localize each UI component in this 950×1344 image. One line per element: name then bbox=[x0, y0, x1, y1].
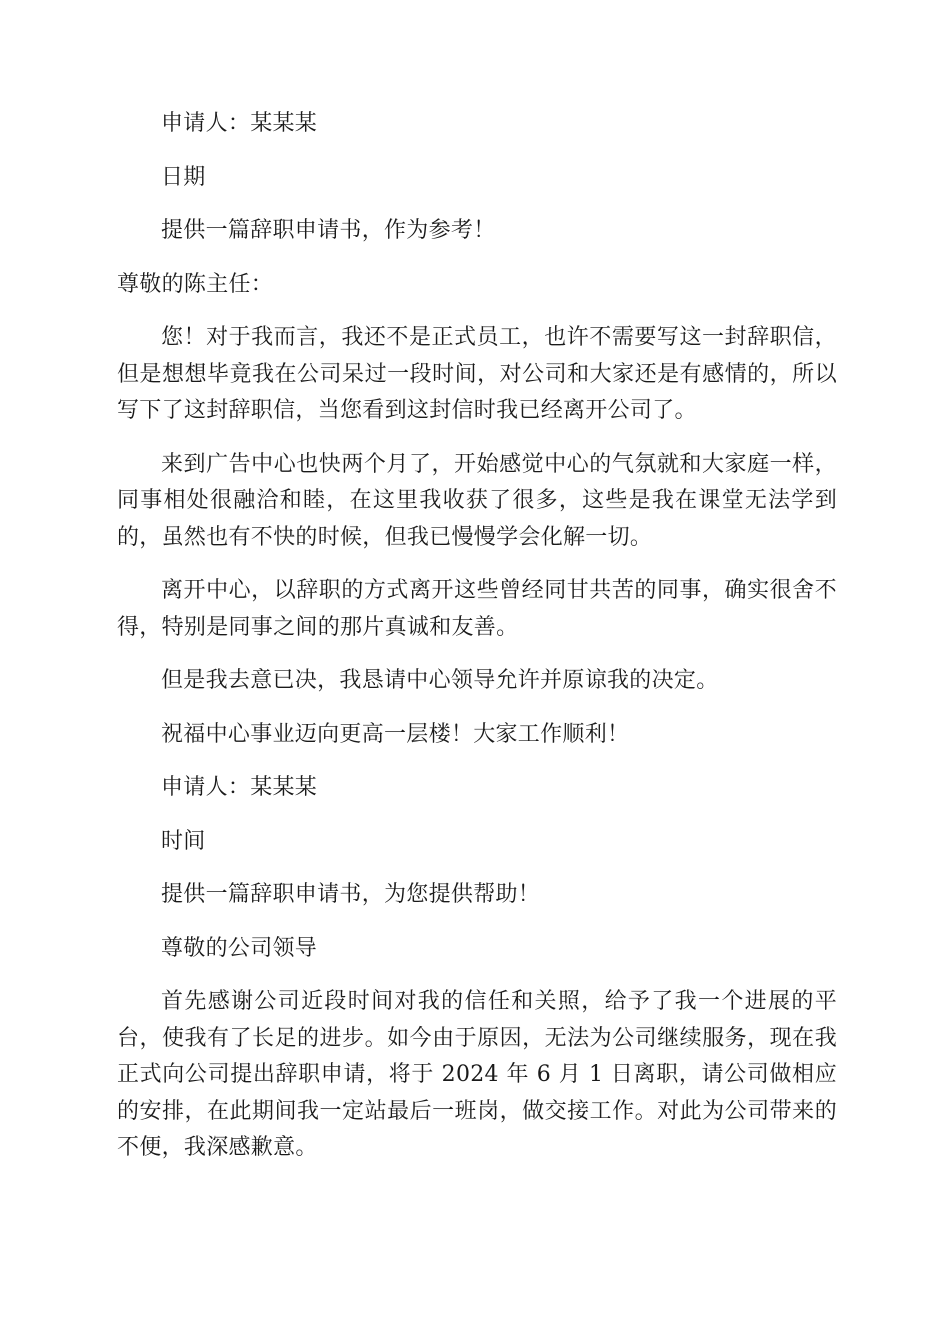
body-paragraph: 首先感谢公司近段时间对我的信任和关照，给予了我一个进展的平台，使我有了长足的进步。如今由于原因，无法为公司继续服务，现在我正式向公司提出辞职申请，将于 2024 年 6 月 1 日离职，请公司做相应的安排，在此期间我一定站最后一班岗，做交接工作。对此为公司带来的不便，我深感歉意。 bbox=[117, 989, 837, 1160]
body-paragraph: 但是我去意已决，我恳请中心领导允许并原谅我的决定。 bbox=[161, 668, 719, 693]
intro-line: 提供一篇辞职申请书，作为参考！ bbox=[161, 218, 496, 243]
body-paragraph: 来到广告中心也快两个月了，开始感觉中心的气氛就和大家庭一样，同事相处很融洽和睦，在这里我收获了很多，这些是我在课堂无法学到的，虽然也有不快的时候，但我已慢慢学会化解一切。 bbox=[117, 451, 837, 550]
closing-wish: 祝福中心事业迈向更高一层楼！大家工作顺利！ bbox=[161, 721, 630, 747]
applicant-line: 申请人：某某某 bbox=[161, 111, 318, 136]
date-line: 日期 bbox=[161, 164, 206, 190]
body-paragraph: 离开中心，以辞职的方式离开这些曾经同甘共苦的同事，确实很舍不得，特别是同事之间的那片真诚和友善。 bbox=[117, 578, 837, 640]
body-paragraph: 您！对于我而言，我还不是正式员工，也许不需要写这一封辞职信，但是想想毕竟我在公司呆过一段时间，对公司和大家还是有感情的，所以写下了这封辞职信，当您看到这封信时我已经离开公司了。 bbox=[117, 325, 837, 423]
time-line: 时间 bbox=[161, 828, 206, 854]
applicant-line: 申请人：某某某 bbox=[161, 775, 318, 800]
intro-line: 提供一篇辞职申请书，为您提供帮助！ bbox=[161, 882, 541, 907]
salutation: 尊敬的陈主任： bbox=[117, 271, 274, 297]
document-page bbox=[117, 106, 837, 1167]
salutation: 尊敬的公司领导 bbox=[161, 935, 318, 961]
